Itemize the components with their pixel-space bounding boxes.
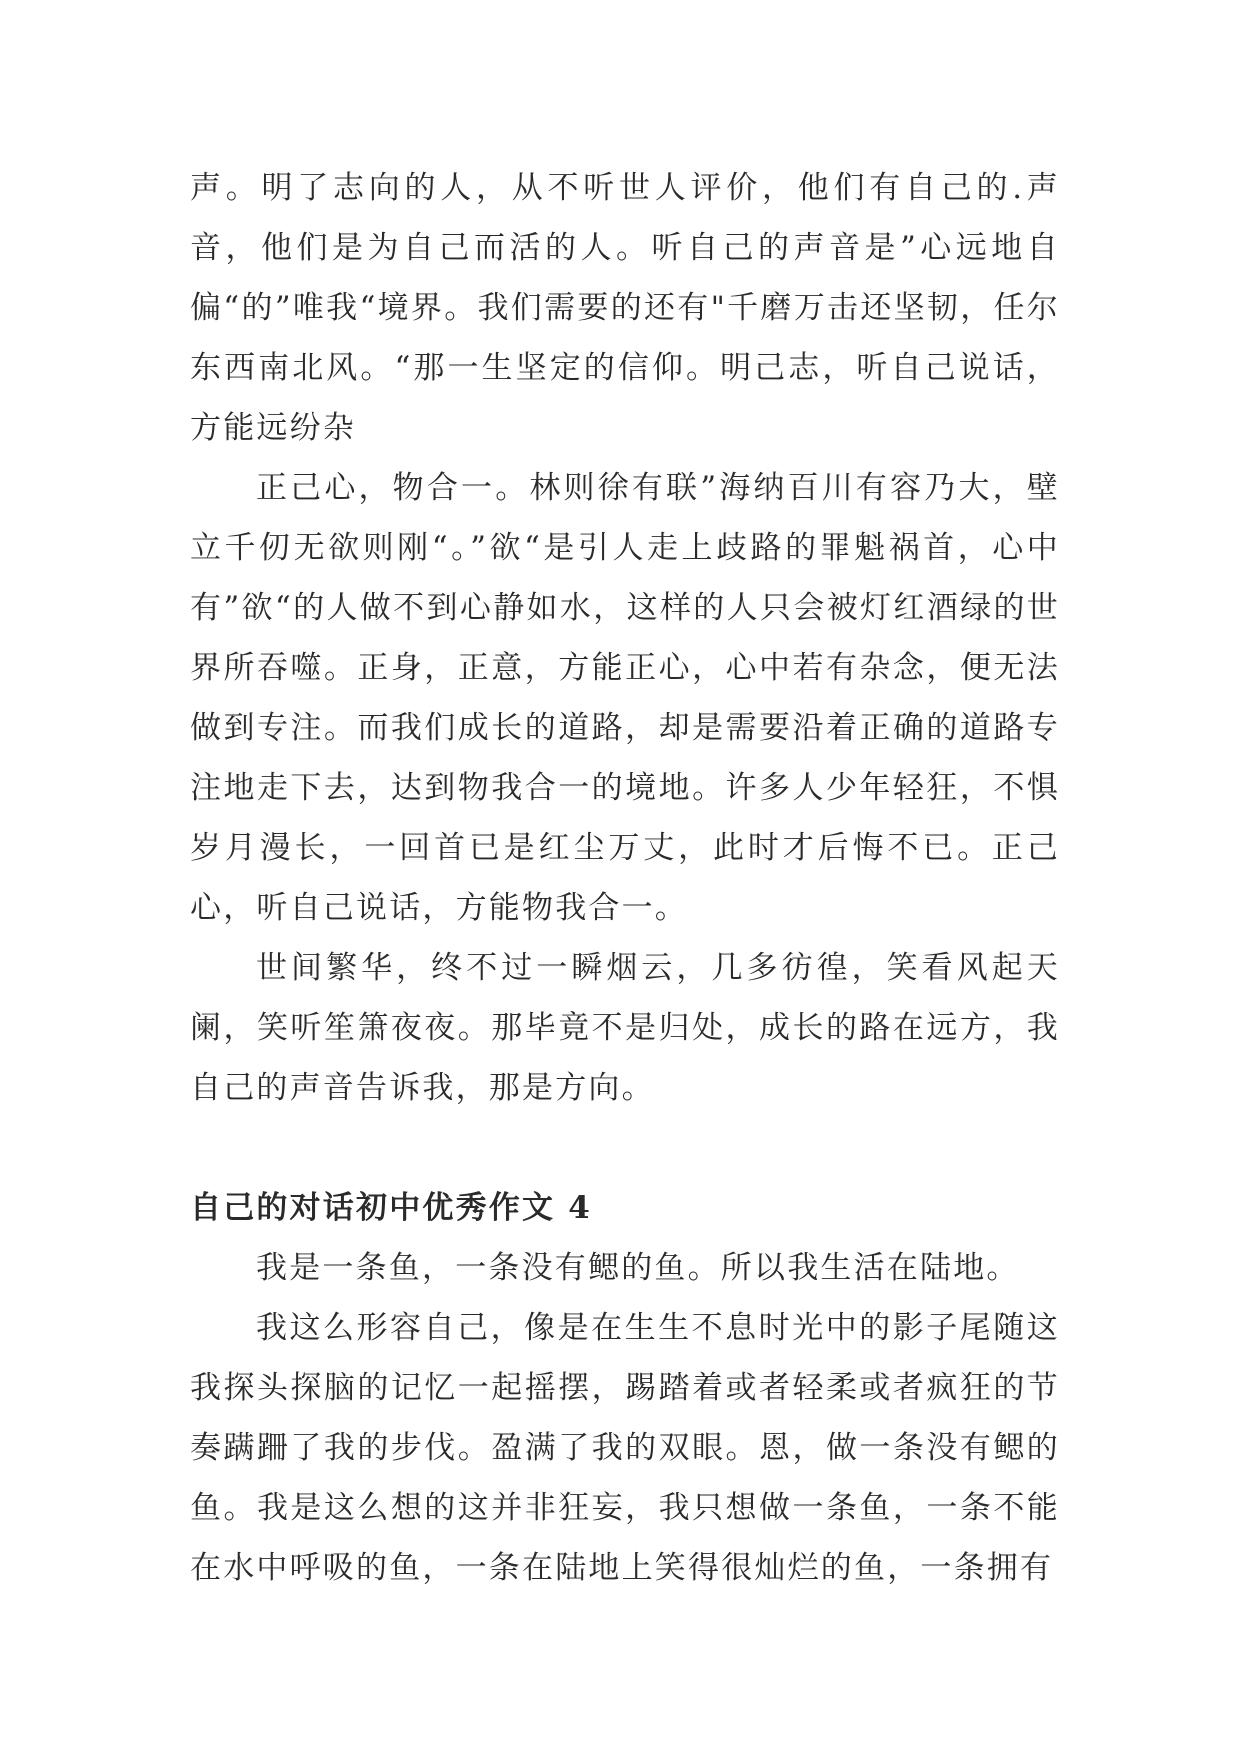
paragraph-3: 世间繁华，终不过一瞬烟云，几多彷徨，笑看风起天阑，笑听笙箫夜夜。那毕竟不是归处，成长的路在远方，我自己的声音告诉我，那是方向。 [190, 950, 1060, 1106]
paragraph-4: 我是一条鱼，一条没有鳃的鱼。所以我生活在陆地。 [256, 1250, 1020, 1286]
document-body [190, 158, 1060, 1598]
paragraph-1: 声。明了志向的人，从不听世人评价，他们有自己的.声音，他们是为自己而活的人。听自己的声音是”心远地自偏“的”唯我“境界。我们需要的还有"千磨万击还坚韧，任尔东西南北风。“那一生坚定的信仰。明己志，听自己说话，方能远纷杂 [190, 170, 1060, 446]
paragraph-2: 正己心，物合一。林则徐有联”海纳百川有容乃大，壁立千仞无欲则刚“。”欲“是引人走上歧路的罪魁祸首，心中有”欲“的人做不到心静如水，这样的人只会被灯红酒绿的世界所吞噬。正身，正意，方能正心，心中若有杂念，便无法做到专注。而我们成长的道路，却是需要沿着正确的道路专注地走下去，达到物我合一的境地。许多人少年轻狂，不惧岁月漫长，一回首已是红尘万丈，此时才后悔不已。正己心，听自己说话，方能物我合一。 [190, 470, 1060, 926]
paragraph-5: 我这么形容自己，像是在生生不息时光中的影子尾随这我探头探脑的记忆一起摇摆，踢踏着或者轻柔或者疯狂的节奏蹒跚了我的步伐。盈满了我的双眼。恩，做一条没有鳃的鱼。我是这么想的这并非狂妄，我只想做一条鱼，一条不能在水中呼吸的鱼，一条在陆地上笑得很灿烂的鱼，一条拥有 [190, 1310, 1060, 1586]
section-heading: 自己的对话初中优秀作文 4 [190, 1190, 592, 1226]
